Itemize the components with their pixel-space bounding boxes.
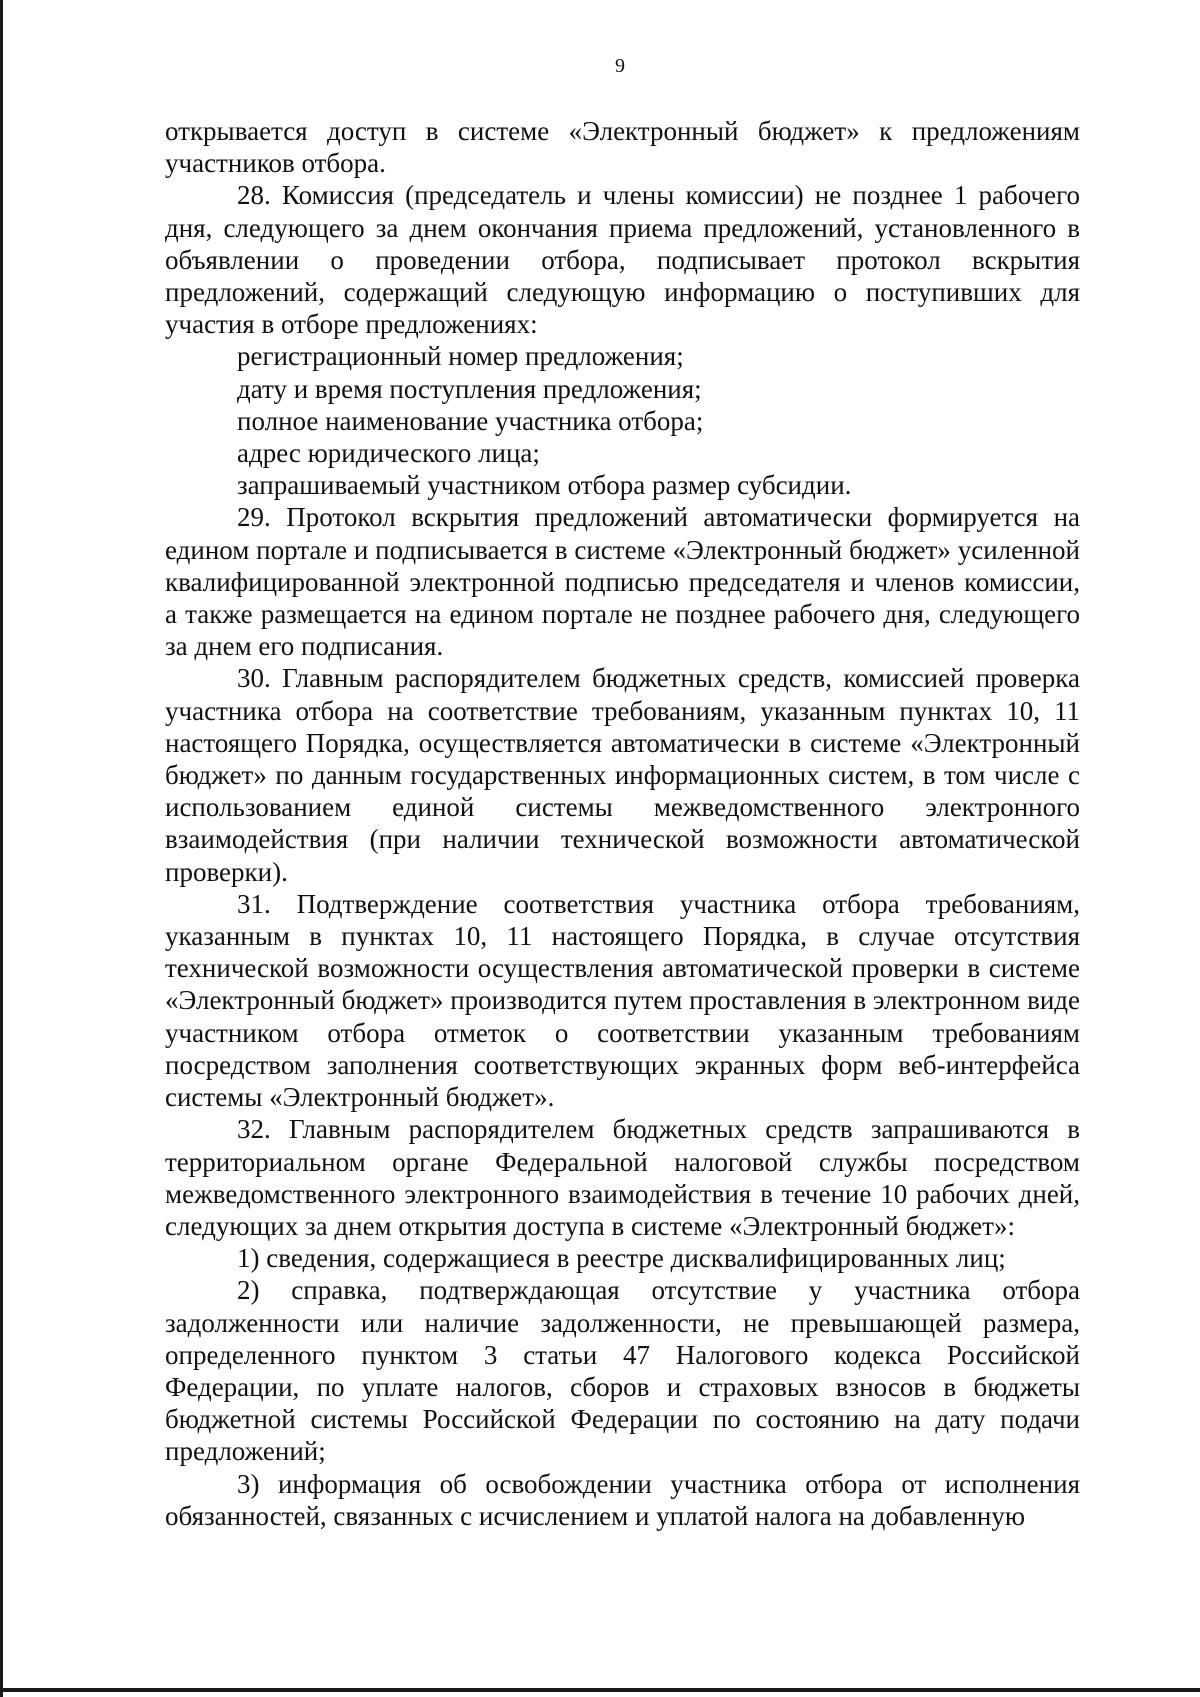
paragraph-32-item-2: 2) справка, подтверждающая отсутствие у участника отбора задолженности или наличие задолженности, не превышающей размера, определенного пунктом 3 статьи 47 Налогового кодекса Российской Федерации, по уплате налогов, сборов и страховых взносов в бюджеты бюджетной системы Российской Федерации по состоянию на дату подачи предложений;	[165, 1275, 1080, 1467]
paragraph-32-item-3: 3) информация об освобождении участника отбора от исполнения обязанностей, связанных с исчислением и уплатой налога на добавленную	[165, 1468, 1080, 1531]
paragraph-32-item-1: 1) сведения, содержащиеся в реестре дисквалифицированных лиц;	[237, 1243, 1006, 1274]
document-body	[165, 115, 1080, 1532]
scan-left-edge	[0, 0, 3, 1697]
list-item: полное наименование участника отбора;	[237, 405, 704, 436]
page-number: 9	[615, 55, 625, 77]
paragraph-32: 32. Главным распорядителем бюджетных средств запрашиваются в территориальном органе Федеральной налоговой службы посредством межведомственного электронного взаимодействия в течение 10 рабочих дней, следующих за днем открытия доступа в системе «Электронный бюджет»:	[165, 1114, 1080, 1241]
paragraph-31: 31. Подтверждение соответствия участника отбора требованиям, указанным в пунктах 10, 11 настоящего Порядка, в случае отсутствия технической возможности осуществления автоматической проверки в системе «Электронный бюджет» производится путем проставления в электронном виде участником отбора отметок о соответствии указанным требованиям посредством заполнения соответствующих экранных форм веб-интерфейса системы «Электронный бюджет».	[165, 888, 1080, 1113]
list-item: адрес юридического лица;	[237, 438, 540, 469]
list-item: регистрационный номер предложения;	[237, 341, 684, 372]
list-item: дату и время поступления предложения;	[237, 373, 702, 404]
paragraph-28: 28. Комиссия (председатель и члены комиссии) не позднее 1 рабочего дня, следующего за днем окончания приема предложений, установленного в объявлении о проведении отбора, подписывает протокол вскрытия предложений, содержащий следующую информацию о поступивших для участия в отборе предложениях:	[165, 180, 1080, 340]
paragraph-29: 29. Протокол вскрытия предложений автоматически формируется на едином портале и подписывается в системе «Электронный бюджет» усиленной квалифицированной электронной подписью председателя и членов комиссии, а также размещается на едином портале не позднее рабочего дня, следующего за днем его подписания.	[165, 502, 1080, 662]
paragraph-30: 30. Главным распорядителем бюджетных средств, комиссией проверка участника отбора на соответствие требованиям, указанным пунктах 10, 11 настоящего Порядка, осуществляется автоматически в системе «Электронный бюджет» по данным государственных информационных систем, в том числе с использованием единой системы межведомственного электронного взаимодействия (при наличии технической возможности автоматической проверки).	[165, 663, 1080, 887]
scan-bottom-rule	[0, 1688, 1200, 1692]
list-item: запрашиваемый участником отбора размер субсидии.	[237, 470, 852, 501]
paragraph-continuation: открывается доступ в системе «Электронный бюджет» к предложениям участников отбора.	[165, 116, 1080, 179]
